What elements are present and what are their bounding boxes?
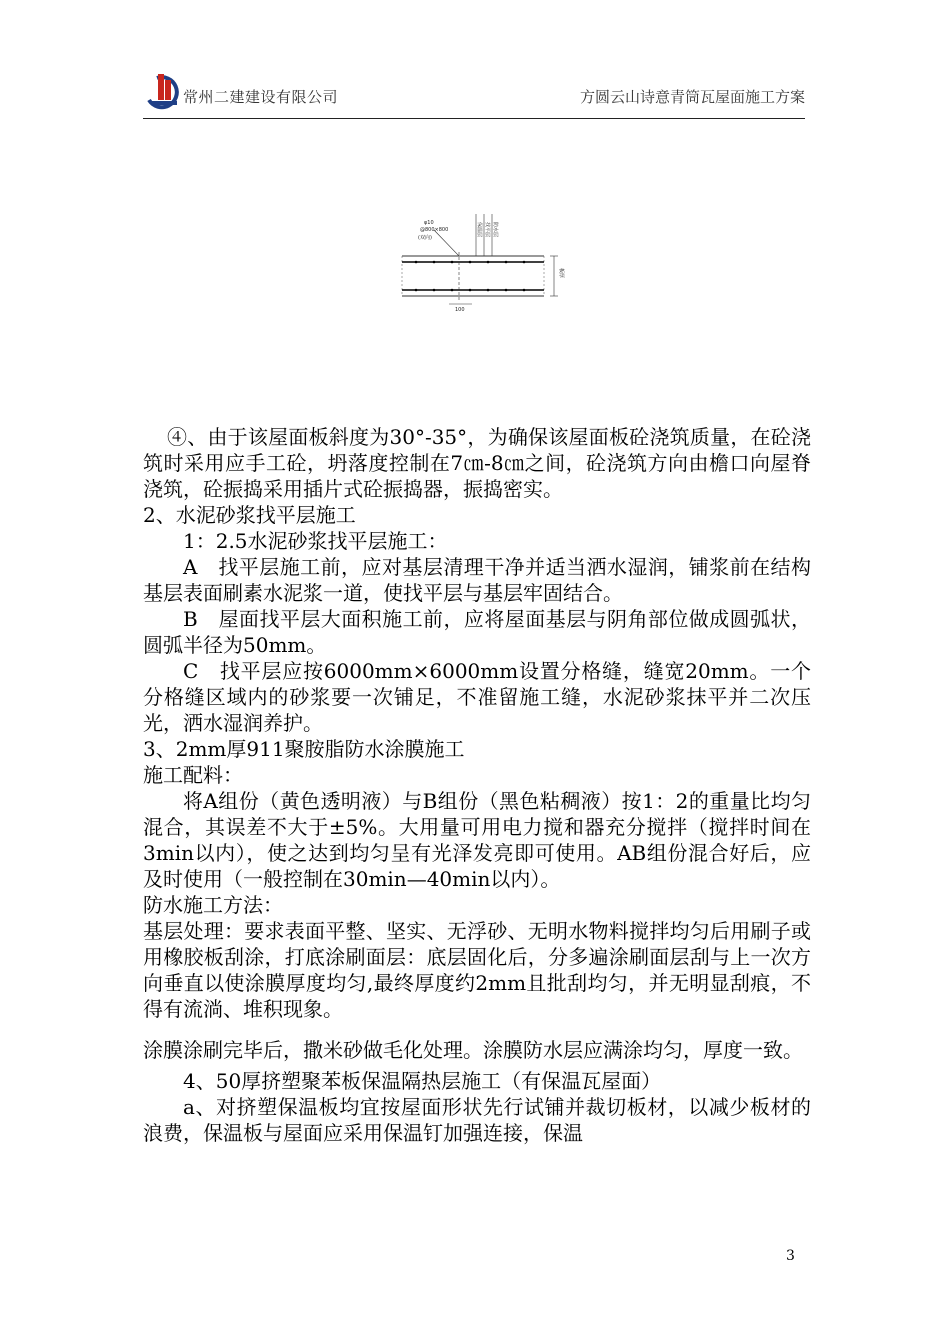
section-heading-2: 2、水泥砂浆找平层施工 <box>143 503 356 527</box>
diagram-spacing-label: @800×800 <box>420 227 449 233</box>
section-heading-4: 4、50厚挤塑聚苯板保温隔热层施工（有保温瓦屋面） <box>183 1069 662 1093</box>
paragraph-mixing: 将A组份（黄色透明液）与B组份（黑色粘稠液）按1：2的重量比均匀混合，其误差不大于±5%。大用量可用电力搅和器充分搅拌（搅拌时间在3min以内），使之达到均匀呈有光泽发亮即可使用。AB组份混合好后，应及时使用（一般控制在30min—40min以内）。 <box>143 789 811 891</box>
paragraph-b: B 屋面找平层大面积施工前，应将屋面基层与阴角部位做成圆弧状，圆弧半径为50mm。 <box>143 607 811 657</box>
section-heading-3: 3、2mm厚911聚胺脂防水涂膜施工 <box>143 737 465 761</box>
slab-section-diagram <box>394 212 578 314</box>
paragraph-concrete: ④、由于该屋面板斜度为30°-35°，为确保该屋面板砼浇筑质量，在砼浇筑时采用应手工砼，坍落度控制在7㎝-8㎝之间，砼浇筑方向由檐口向屋脊浇筑，砼振捣采用插片式砼振捣器，振捣密实。 <box>143 425 811 501</box>
diagram-layer-1: 保温层 <box>476 222 482 238</box>
paragraph-coating-finish: 涂膜涂刷完毕后，撒米砂做毛化处理。涂膜防水层应满涂均匀，厚度一致。 <box>143 1038 803 1062</box>
paragraph-insulation: a、对挤塑保温板均宜按屋面形状先行试铺并裁切板材，以减少板材的浪费，保温板与屋面应采用保温钉加强连接，保温 <box>143 1095 811 1145</box>
diagram-layer-3: 防水层 <box>492 222 498 238</box>
page-header <box>143 66 805 120</box>
header-divider <box>143 118 805 119</box>
subheading-method: 防水施工方法： <box>143 893 283 917</box>
diagram-bar-label: φ10 <box>424 220 434 226</box>
body-content <box>143 424 811 1146</box>
company-logo-icon <box>143 70 183 114</box>
paragraph-mortar-ratio: 1：2.5水泥砂浆找平层施工： <box>183 529 448 553</box>
diagram-layer-2: 找平层 <box>484 222 490 238</box>
company-name: 常州二建建设有限公司 <box>183 88 339 106</box>
page-number: 3 <box>786 1248 795 1264</box>
diagram-thickness-label: 板厚 <box>558 268 564 279</box>
document-title: 方圆云山诗意青筒瓦屋面施工方案 <box>579 88 805 106</box>
paragraph-a: A 找平层施工前，应对基层清理干净并适当洒水湿润，铺浆前在结构基层表面刷素水泥浆一道，使找平层与基层牢固结合。 <box>143 555 811 605</box>
diagram-note-label: (双向) <box>418 235 432 241</box>
diagram-width-label: 100 <box>455 307 465 313</box>
paragraph-base-treatment: 基层处理：要求表面平整、坚实、无浮砂、无明水物料搅拌均匀后用刷子或用橡胶板刮涂，打底涂刷面层：底层固化后，分多遍涂刷面层刮与上一次方向垂直以使涂膜厚度均匀,最终厚度约2mm且批刮均匀，并无明显刮痕，不得有流淌、堆积现象。 <box>143 919 811 1021</box>
paragraph-c: C 找平层应按6000mm×6000mm设置分格缝，缝宽20mm。一个分格缝区域内的砂浆要一次铺足，不准留施工缝，水泥砂浆抹平并二次压光，洒水湿润养护。 <box>143 659 811 735</box>
subheading-mixing: 施工配料： <box>143 763 243 787</box>
